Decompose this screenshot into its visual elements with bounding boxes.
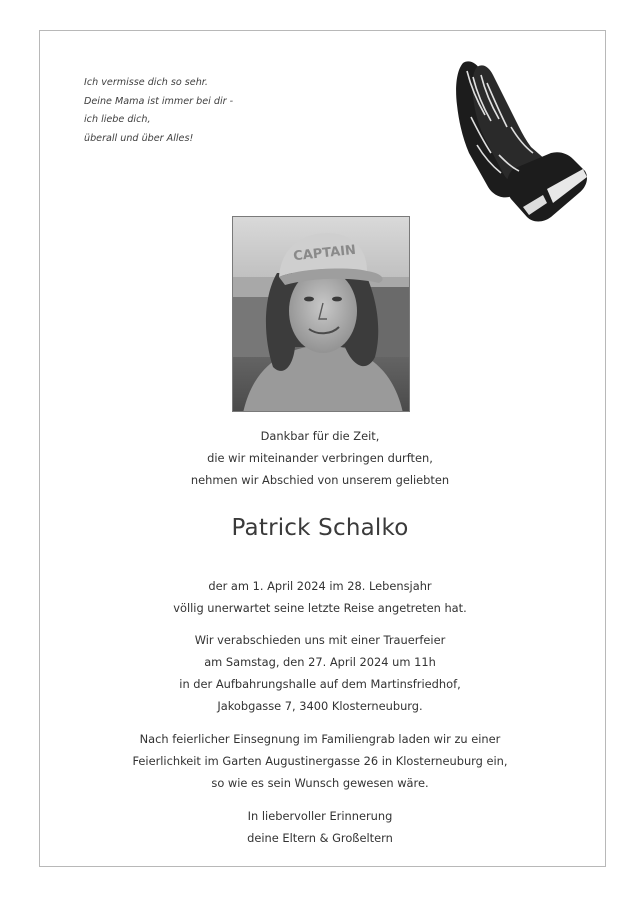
closing-text	[60, 805, 580, 849]
deceased-name: Patrick Schalko	[231, 515, 409, 541]
ceremony-line: Wir verabschieden uns mit einer Trauerfeier	[194, 633, 446, 647]
reception-line: Feierlichkeit im Garten Augustinergasse 26 in Klosterneuburg ein,	[132, 754, 508, 768]
intro-line: Dankbar für die Zeit,	[260, 429, 380, 443]
ceremony-line: am Samstag, den 27. April 2024 um 11h	[204, 655, 436, 669]
poem-line: ich liebe dich,	[84, 114, 151, 126]
cap-text: CAPTAIN	[292, 242, 357, 265]
closing-line: In liebervoller Erinnerung	[247, 809, 393, 823]
intro-text	[60, 425, 580, 491]
poem-line: Ich vermisse dich so sehr.	[84, 77, 208, 88]
death-notice-text	[60, 575, 580, 619]
ceremony-line: Jakobgasse 7, 3400 Klosterneuburg.	[217, 699, 423, 713]
ceremony-text	[60, 629, 580, 717]
ceremony-line: in der Aufbahrungshalle auf dem Martinsfriedhof,	[179, 677, 461, 691]
death-notice-line: der am 1. April 2024 im 28. Lebensjahr	[208, 579, 432, 593]
closing-line: deine Eltern & Großeltern	[247, 831, 393, 845]
praying-hands-icon	[447, 57, 589, 225]
intro-line: nehmen wir Abschied von unserem geliebten	[190, 473, 450, 487]
death-notice-line: völlig unerwartet seine letzte Reise angetreten hat.	[173, 601, 467, 615]
poem-line: Deine Mama ist immer bei dir -	[84, 95, 234, 107]
poem-line: überall und über Alles!	[84, 132, 194, 144]
reception-text	[60, 728, 580, 794]
portrait-photo	[232, 216, 410, 412]
reception-line: Nach feierlicher Einsegnung im Familiengrab laden wir zu einer	[139, 732, 501, 746]
poem	[84, 74, 334, 148]
intro-line: die wir miteinander verbringen durften,	[207, 451, 433, 465]
reception-line: so wie es sein Wunsch gewesen wäre.	[211, 776, 429, 790]
